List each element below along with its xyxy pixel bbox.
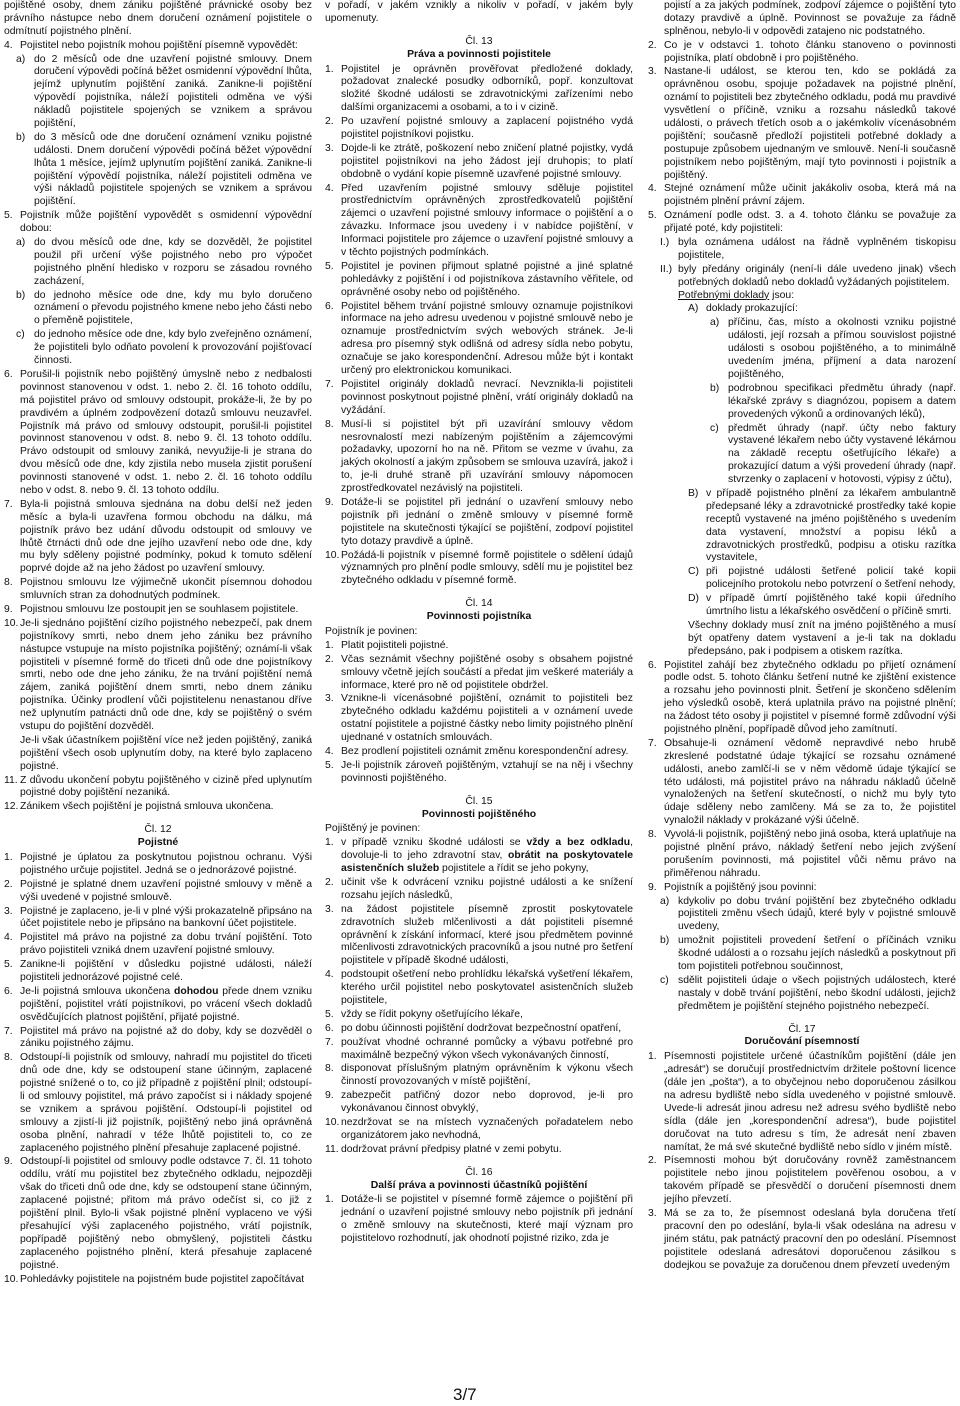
list-item: c) sdělit pojistiteli údaje o všech pojistných událostech, které nastaly v době trvání pojištění, nebo škodní události, jejichž předmětem je pojištění stejného pojistného nebezpečí. <box>660 974 956 1012</box>
column-1 <box>4 0 312 1287</box>
list-item: 4. Pojistitel má právo na pojistné za dobu trvání pojištění. Toto právo pojistiteli vzniká dnem uzavření pojistné smlouvy. <box>4 932 312 957</box>
list-item: 1. Pojistné je úplatou za poskytnutou pojistnou ochranu. Výši pojistného určuje pojistitel. Jedná se o jednorázové pojistné. <box>4 852 312 876</box>
list-item: 1. Pojistitel je oprávněn prověřovat předložené doklady, požadovat znalecké posudky odborníků, popř. konzultovat složité škodné události se zdravotnickými zařízeními nebo dalšími organizacemi a osobami, a to i v cizině. <box>325 63 633 114</box>
list-item: 8. Musí-li si pojistitel být při uzavírání smlouvy vědom nesrovnalostí mezi nabízeným pojištěním a zájemcovými požadavky, upozorní ho na ně. Přitom se vezme v úvahu, za jakých okolností a jakým způsobem se smlouva uzavírá, jakož i to, je-li druhé straně při uzavírání smlouvy nápomocen zprostředkovatel nezávislý na pojistiteli. <box>325 418 633 495</box>
list-item: 5. Pojistník může pojištění vypovědět s osmidenní výpovědní dobou: <box>4 210 312 235</box>
paragraph: Je-li však účastníkem pojištění více než jeden pojištěný, zaniká pojištění všech osob uplynutím doby, na které bylo zaplaceno pojistné. <box>20 734 312 772</box>
list-item: 5. Pojistitel je povinen přijmout splatné pojistné a jiné splatné pohledávky z pojištění i od pojistníkova zástavního věřitele, od oprávněné osoby nebo od pojištěného. <box>325 260 633 298</box>
list-item: c) do jednoho měsíce ode dne, kdy bylo zveřejněno oznámení, že pojistiteli bylo odňato povolení k provozování pojišťovací činnosti. <box>16 329 312 367</box>
list-item: 4. podstoupit ošetření nebo prohlídku lékařská vyšetření lékařem, kterého určil pojistitel nebo poskytovatel asistenčních služeb pojistitele, <box>325 969 633 1007</box>
column-2 <box>325 0 633 1247</box>
list-item: 3. Pojistné je zaplaceno, je-li v plné výši prokazatelně připsáno na účet pojistitele nebo je připsáno na bankovní účet pojistitele. <box>4 905 312 930</box>
article-title: Další práva a povinnosti účastníků pojištění <box>370 1179 588 1191</box>
list-item: 2. Po uzavření pojistné smlouvy a zaplacení pojistného vydá pojistitel pojistníkovi pojistku. <box>325 116 633 141</box>
list-item: B) v případě pojistného plnění za lékařem ambulantně předepsané léky a zdravotnické prostředky také kopie receptů vystavené na jméno pojištěného s uvedením data vystavení, množství a popisu léků a zdravotnických prostředků, podpisu a otisku razítka vystavitele, <box>688 487 956 564</box>
list-item: 10. Pohledávky pojistitele na pojistném bude pojistitel započítávat <box>4 1273 305 1285</box>
list-item: 6. po dobu účinnosti pojištění dodržovat bezpečnostní opatření, <box>325 1022 622 1034</box>
list-item: 9. Dotáže-li se pojistitel při jednání o uzavření smlouvy nebo pojistník při jednání o změně smlouvy v písemné formě pojistitele na skutečnosti týkající se pojištění, zodpoví pojistitel tyto dotazy pravdivě a úplně. <box>325 496 633 547</box>
list-item: 2. Včas seznámit všechny pojištěné osoby s obsahem pojistné smlouvy včetně jejích součástí a předat jim veškeré materiály a informace, které pro ně od pojistitele obdržel. <box>325 653 633 691</box>
list-item: b) umožnit pojistiteli provedení šetření o příčinách vzniku škodné události a o rozsahu jejích následků a poskytnout při tom pojistiteli potřebnou součinnost, <box>660 935 956 973</box>
list-item: 2. učinit vše k odvrácení vzniku pojistné události a ke snížení rozsahu jejích následků, <box>325 877 633 901</box>
list-item: 1. Dotáže-li se pojistitel v písemné formě zájemce o pojištění při jednání o uzavření pojistné smlouvy nebo pojistník při jednání o změně smlouvy na skutečnosti, které mají význam pro pojistitelovo rozhodnutí, jak ohodnotí pojistné riziko, zda je <box>325 1194 633 1245</box>
article-title: Povinnosti pojistníka <box>426 611 532 623</box>
list-item: 3. Nastane-li událost, se kterou ten, kdo se pokládá za oprávněnou osobu, spojuje požadavek na pojistné plnění, oznámí to pojistiteli bez zbytečného odkladu, podá mu pravdivé vysvětlení o příčině, vzniku a rozsahu následků takové události, o právech třetích osob a o jakémkoliv vícenásobném pojištění; současně předloží pojistiteli potřebné doklady a postupuje způsobem ujednaným ve smlouvě. Není-li současně pojistníkem nebo pojištěným, mají tyto povinnosti i pojistník a pojištěný. <box>648 66 956 181</box>
list-item: 4. Stejné oznámení může učinit jakákoliv osoba, která má na pojistném plnění právní zájem. <box>648 183 956 208</box>
list-item: 3. Vznikne-li vícenásobné pojištění, oznámit to pojistiteli bez zbytečného odkladu každému pojistiteli a v oznámení uvede ostatní pojistitele a pojistné částky nebo limity pojistného plnění ujednané v ostatních smlouvách. <box>325 693 633 744</box>
list-item: 3. Má se za to, že písemnost odeslaná byla doručena třetí pracovní den po odeslání, byla-li však odeslána na adresu v jiném státu, pak patnáctý pracovní den po odeslání. Písemnost pojistitele odeslaná adresátovi doporučenou zásilkou s dodejkou se považuje za doručenou dnem převzetí uvedeným <box>648 1208 956 1271</box>
list-item: 11. dodržovat právní předpisy platné v zemi pobytu. <box>325 1143 562 1155</box>
list-item: 10. Požádá-li pojistník v písemné formě pojistitele o sdělení údajů významných pro plnění podle smlouvy, sdělí mu je pojistitel bez zbytečného odkladu v písemné formě. <box>325 549 633 587</box>
column-3 <box>648 0 956 1274</box>
list-item: I.) byla oznámena událost na řádně vyplněném tiskopisu pojistitele, <box>660 237 956 261</box>
list-item: 6. Pojistitel zahájí bez zbytečného odkladu po přijetí oznámení podle odst. 5. tohoto článku šetření nutné ke zjištění existence a rozsahu jeho povinnosti plnit. Šetření je skončeno sdělením jeho výsledků osobě, která uplatnila právo na pojistné plnění; na žádost této osoby ji pojistitel v písemné formě zdůvodní výši pojistného plnění, popřípadě důvod jeho zamítnutí. <box>648 659 956 735</box>
list-item: 9. Pojistnou smlouvu lze postoupit jen se souhlasem pojistitele. <box>4 603 299 615</box>
list-item: a) do 2 měsíců ode dne uzavření pojistné smlouvy. Dnem doručení výpovědi počíná běžet osmidenní výpovědní lhůta, jejímž uplynutím pojištění zaniká. Zanikne-li pojištění výpovědí pojistníka, náleží pojistiteli odměna ve výši nákladů pojistitele spojených se vznikem a správou pojištění, <box>16 53 312 130</box>
list-item: 6. Pojistitel během trvání pojistné smlouvy oznamuje pojistníkovi informace na jeho adresu uvedenou v pojistné smlouvě nebo je oznamuje prostřednictvím svých webových stránek. Je-li adresa pro písemný styk odlišná od adresy sídla nebo pobytu, označuje se jako korespondenční. Adresou může být i kontakt určený pro elektronickou komunikaci. <box>325 300 633 377</box>
list-item: 4. Bez prodlení pojistiteli oznámit změnu korespondenční adresy. <box>325 745 629 757</box>
article-number: Čl. 17 <box>788 1023 816 1035</box>
list-item: 7. používat vhodné ochranné pomůcky a výbavu potřebné pro maximálně bezpečný výkon všech vykonávaných činností, <box>325 1036 633 1061</box>
article-number: Čl. 13 <box>465 35 493 47</box>
list-item: 6. Je-li pojistná smlouva ukončena dohodou přede dnem vzniku pojištění, pojistitel vrátí pojistníkovi, po vrácení všech dokladů osvědčujících platnost pojištění, přijaté pojistné. <box>4 985 312 1023</box>
list-item: 3. na žádost pojistitele písemně zprostit poskytovatele zdravotních služeb mlčenlivosti a dát pojistiteli písemné oprávnění k získání informací, které jsou předmětem povinné mlčenlivosti zdravotnických pracovníků a jsou nutné pro šetření pojistitele v případě škodné události, <box>325 903 633 967</box>
list-item: 7. Pojistitel originály dokladů nevrací. Nevznikla-li pojistiteli povinnost poskytnout pojistné plnění, vrátí originály dokladů na vyžádání. <box>325 378 633 416</box>
list-item: c) předmět úhrady (např. účty nebo faktury vystavené lékařem nebo účty vystavené lékárnou na základě receptu ošetřujícího lékaře) a prokazující datum a výši provedení úhrady (např. stvrzenky o zaplacení v hotovosti, výpisy z účtu), <box>710 422 956 486</box>
article-title: Práva a povinnosti pojistitele <box>407 48 551 60</box>
paragraph: Pojištěný je povinen: <box>325 823 421 835</box>
paragraph: Pojistník je povinen: <box>325 625 418 637</box>
list-item: a) do dvou měsíců ode dne, kdy se dozvěděl, že pojistitel použil při určení výše pojistného nebo pro výpočet pojistného plnění hledisko v rozporu se zásadou rovného zacházení, <box>16 237 312 287</box>
paragraph: pojištěné osoby, dnem zániku pojištěné právnické osoby bez právního nástupce nebo dnem doručení oznámení pojistitele o odmítnutí pojistného plnění. <box>4 0 312 37</box>
list-item: 7. Obsahuje-li oznámení vědomě nepravdivé nebo hrubě zkreslené podstatné údaje týkající se rozsahu oznámené události, anebo zamlčí-li se v něm vědomě údaje týkající se této události, má pojistitel právo na náhradu nákladů účelně vynaložených na šetření skutečností, o nichž mu byly tyto údaje sděleny nebo zamlčeny. Má se za to, že pojistitel vynaložil náklady v prokázané výši účelně. <box>648 737 956 827</box>
list-item: 2. Pojistné je splatné dnem uzavření pojistné smlouvy v měně a výši uvedené v pojistné smlouvě. <box>4 878 312 903</box>
list-item: 9. Odstoupí-li pojistitel od smlouvy podle odstavce 7. čl. 11 tohoto oddílu, vrátí mu pojistitel bez zbytečného odkladu, nejpozději však do třiceti dnů ode dne, kdy se odstoupení stane účinným, zaplacené pojistné; přitom má právo odečíst si, co již z pojištění plnil. Bylo-li však pojistné plnění vyplaceno ve výši přesahující výši zaplaceného pojistného, vrátí pojistník, popřípadě pojištěný nebo obmyšlený, pojistiteli částku zaplaceného pojistného plnění, která přesahuje zaplacené pojistné. <box>4 1156 312 1271</box>
list-item: 4. Pojistitel nebo pojistník mohou pojištění písemně vypovědět: <box>4 39 298 51</box>
article-title: Povinnosti pojištěného <box>421 808 537 820</box>
list-item: 10. nezdržovat se na místech vyznačených pořadatelem nebo organizátorem jako nevhodná, <box>325 1117 633 1141</box>
paragraph: v pořadí, v jakém vznikly a nikoliv v pořadí, v jakém byly upomenuty. <box>325 0 633 24</box>
list-item: 9. Pojistník a pojištěný jsou povinni: <box>648 881 817 893</box>
list-item: b) do jednoho měsíce ode dne, kdy mu bylo doručeno oznámení o převodu pojistného kmene nebo jeho části nebo o přeměně pojistitele, <box>16 289 312 327</box>
list-item: 1. Platit pojistiteli pojistné. <box>325 639 449 651</box>
list-item: 7. Pojistitel má právo na pojistné až do doby, kdy se dozvěděl o zániku pojistného zájmu. <box>4 1025 312 1050</box>
article-number: Čl. 12 <box>144 824 172 836</box>
article-number: Čl. 14 <box>465 598 493 610</box>
list-item: C) při pojistné události šetřené policií také kopii policejního protokolu nebo potvrzení o šetření nehody, <box>688 566 956 591</box>
paragraph: pojistí a za jakých podmínek, zodpoví zájemce o pojištění tyto dotazy pravdivě a úplně. Povinnost se považuje za řádně splněnou, nebylo-li v odpovědi zatajeno nic podstatného. <box>664 0 956 37</box>
list-item: 5. Oznámení podle odst. 3. a 4. tohoto článku se považuje za přijaté poté, kdy pojistiteli: <box>648 210 956 235</box>
list-item: A) doklady prokazující: <box>688 303 798 315</box>
article-title: Doručování písemností <box>744 1036 860 1048</box>
page-number: 3/7 <box>453 1385 477 1404</box>
list-item: 12. Zánikem všech pojištění je pojistná smlouva ukončena. <box>4 801 274 813</box>
list-item: 1. v případě vzniku škodné události se vždy a bez odkladu, dovoluje-li to jeho zdravotní stav, obrátit na poskytovatele asistenčních služeb pojistitele a řídit se jeho pokyny, <box>325 837 633 875</box>
list-item: 5. Je-li pojistník zároveň pojištěným, vztahují se na něj i všechny povinnosti pojištěného. <box>325 759 633 784</box>
list-item: 5. vždy se řídit pokyny ošetřujícího lékaře, <box>325 1008 523 1020</box>
list-item: 6. Porušil-li pojistník nebo pojištěný úmyslně nebo z nedbalosti povinnost stanovenou v odst. 1. nebo 2. čl. 16 tohoto oddílu, má pojistitel právo od smlouvy odstoupit, prokáže-li, že by po pravdivém a úplném zodpovězení dotazů smlouvu neuzavřel. Pojistník má právo od smlouvy odstoupit, porušil-li pojistitel povinnost stanovenou v odst. 8. nebo 9. čl. 13 tohoto oddílu. Právo odstoupit od smlouvy zaniká, nevyužije-li je strana do dvou měsíců ode dne, kdy zjistila nebo musela zjistit porušení povinnosti stanovené v odst. 1. nebo 2. čl. 16 tohoto oddílu nebo v odst. 8. nebo 9. čl. 13 tohoto oddílu. <box>4 368 312 496</box>
list-item: 8. Vyvolá-li pojistník, pojištěný nebo jiná osoba, která uplatňuje na pojistné plnění právo, nákladý šetření nebo jejich zvýšení porušením povinnosti, má pojistitel vůči němu právo na přiměřenou náhradu. <box>648 829 956 879</box>
article-number: Čl. 16 <box>465 1166 493 1178</box>
list-item: II.) byly předány originály (není-li dále uvedeno jinak) všech potřebných dokladů nebo dokladů vyžádaných pojistitelem. Potřebnými doklady jsou: <box>660 263 956 301</box>
list-item: 2. Písemnosti mohou být doručovány rovněž zaměstnancem pojistitele nebo jinou pojistitelem pověřenou osobou, a v takovém případě se přesvědčí o doručení písemnosti dnem jejího převzetí. <box>648 1155 956 1206</box>
list-item: a) příčinu, čas, místo a okolnosti vzniku pojistné události, její rozsah a přímou souvislost pojistné události s osobou pojištěného, a to minimálně uvedením jména, příjmení a data narození pojištěného, <box>710 317 956 380</box>
list-item: 11. Z důvodu ukončení pobytu pojištěného v cizině před uplynutím pojistné doby pojištění nezaniká. <box>4 774 312 799</box>
list-item: D) v případě úmrtí pojištěného také kopii úředního úmrtního listu a lékařského osvědčení o příčině smrti. <box>688 593 956 617</box>
list-item: a) kdykoliv po dobu trvání pojištění bez zbytečného odkladu pojistiteli změnu všech údajů, které byly v pojistné smlouvě uvedeny, <box>660 895 956 933</box>
list-item: 1. Písemnosti pojistitele určené účastníkům pojištění (dále jen „adresát“) se doručují prostřednictvím držitele poštovní licence (dále jen „pošta“), a to obyčejnou nebo doporučenou zásilkou na adresu bydliště nebo sídla uvedeného v pojistné smlouvě. Uvede-li adresát jinou adresu než adresu svého bydliště nebo sídla (dále jen „korespondenční adresa“), bude pojistitel doručovat na tuto adresu s tím, že adresát není zbaven namítat, že má své skutečné bydliště nebo sídlo v jiném místě. <box>648 1051 956 1153</box>
list-item: 8. Odstoupí-li pojistník od smlouvy, nahradí mu pojistitel do třiceti dnů ode dne, kdy se odstoupení stane účinným, zaplacené pojistné snížené o to, co již případně z pojištění plnil; odstoupí-li od smlouvy pojistitel, má právo započíst si i náklady spojené se vznikem a správou pojištění. Odstoupí-li pojistitel od smlouvy a zjistí-li již pojistník, pojištěný nebo jiná oprávněná osoba plnění, nahradí v téže lhůtě pojistiteli to, co ze zaplaceného pojistného plnění přesahuje zaplacené pojistné. <box>4 1052 312 1154</box>
article-number: Čl. 15 <box>465 795 493 807</box>
list-item: b) podrobnou specifikaci předmětu úhrady (např. lékařské zprávy s diagnózou, popisem a datem provedených výkonů a ordinovaných léků), <box>710 382 956 420</box>
list-item: 4. Před uzavřením pojistné smlouvy sděluje pojistitel prostřednictvím oprávněných zprostředkovatelů pojištění zájemci o uzavření pojistné smlouvy informace o pojištění a o závazku. Informace jsou uvedeny i v nabídce pojištění, v Informaci pojistitele pro zájemce o uzavření pojistné smlouvy a v těchto pojistných podmínkách. <box>325 182 633 259</box>
list-item: b) do 3 měsíců ode dne doručení oznámení vzniku pojistné události. Dnem doručení výpovědi počíná běžet výpovědní lhůta 1 měsíce, jejímž uplynutím pojištění zaniká. Zanikne-li pojištění výpovědí pojistníka, náleží pojistiteli odměna ve výši nákladů pojistitele spojených se vznikem a správou pojištění. <box>16 131 312 208</box>
list-item: 5. Zanikne-li pojištění v důsledku pojistné události, náleží pojistiteli jednorázové pojistné celé. <box>4 959 312 984</box>
list-item: 9. zabezpečit patřičný dozor nebo doprovod, je-li pro vykonávanou činnost obvyklý, <box>325 1090 633 1115</box>
list-item: 10. Je-li sjednáno pojištění cizího pojistného nebezpečí, pak dnem pojistníkovy smrti, nebo dnem jeho zániku bez právního nástupce vstupuje na místo pojistníka pojištěný; oznámí-li však pojistiteli v písemné formě do třiceti dnů ode dne pojistníkovy smrti, nebo ode dne jeho zániku, že na trvání pojištění nemá zájem, zaniká pojištění dnem smrti, nebo dnem zániku pojistníka. Účinky prodlení vůči pojistitelenu nenastanou dříve než uplynutím patnácti dnů ode dne, kdy se pojištěný o svém vstupu do pojištění dozvěděl. <box>4 617 312 732</box>
list-item: 8. disponovat příslušným platným oprávněním k výkonu všech činností provozovaných v místě pojištění, <box>325 1063 633 1088</box>
list-item: 8. Pojistnou smlouvu lze výjimečně ukončit písemnou dohodou smluvních stran za dohodnutých podmínek. <box>4 577 312 602</box>
article-title: Pojistné <box>137 837 179 849</box>
list-item: 2. Co je v odstavci 1. tohoto článku stanoveno o povinnosti pojistníka, platí obdobně i pro pojištěného. <box>648 39 956 64</box>
list-item: 3. Dojde-li ke ztrátě, poškození nebo zničení platné pojistky, vydá pojistitel pojistníkovi na jeho žádost její druhopis; to platí obdobně o vydání kopie písemně uzavřené pojistné smlouvy. <box>325 142 633 180</box>
paragraph: Všechny doklady musí znít na jméno pojištěného a musí být opatřeny datem vystavení a je-li tak na dokladu předepsáno, pak i podpisem a otiskem razítka. <box>688 619 956 657</box>
list-item: 7. Byla-li pojistná smlouva sjednána na dobu delší než jeden měsíc a byla-li uzavřena formou obchodu na dálku, má pojistník právo bez udání důvodu odstoupit od smlouvy ve lhůtě čtrnácti dnů ode dne jejího uzavření nebo ode dne, kdy mu byly sděleny pojistné podmínky, pokud k tomuto sdělení poprvé dojde až na jeho žádost po uzavření smlouvy. <box>4 498 312 575</box>
